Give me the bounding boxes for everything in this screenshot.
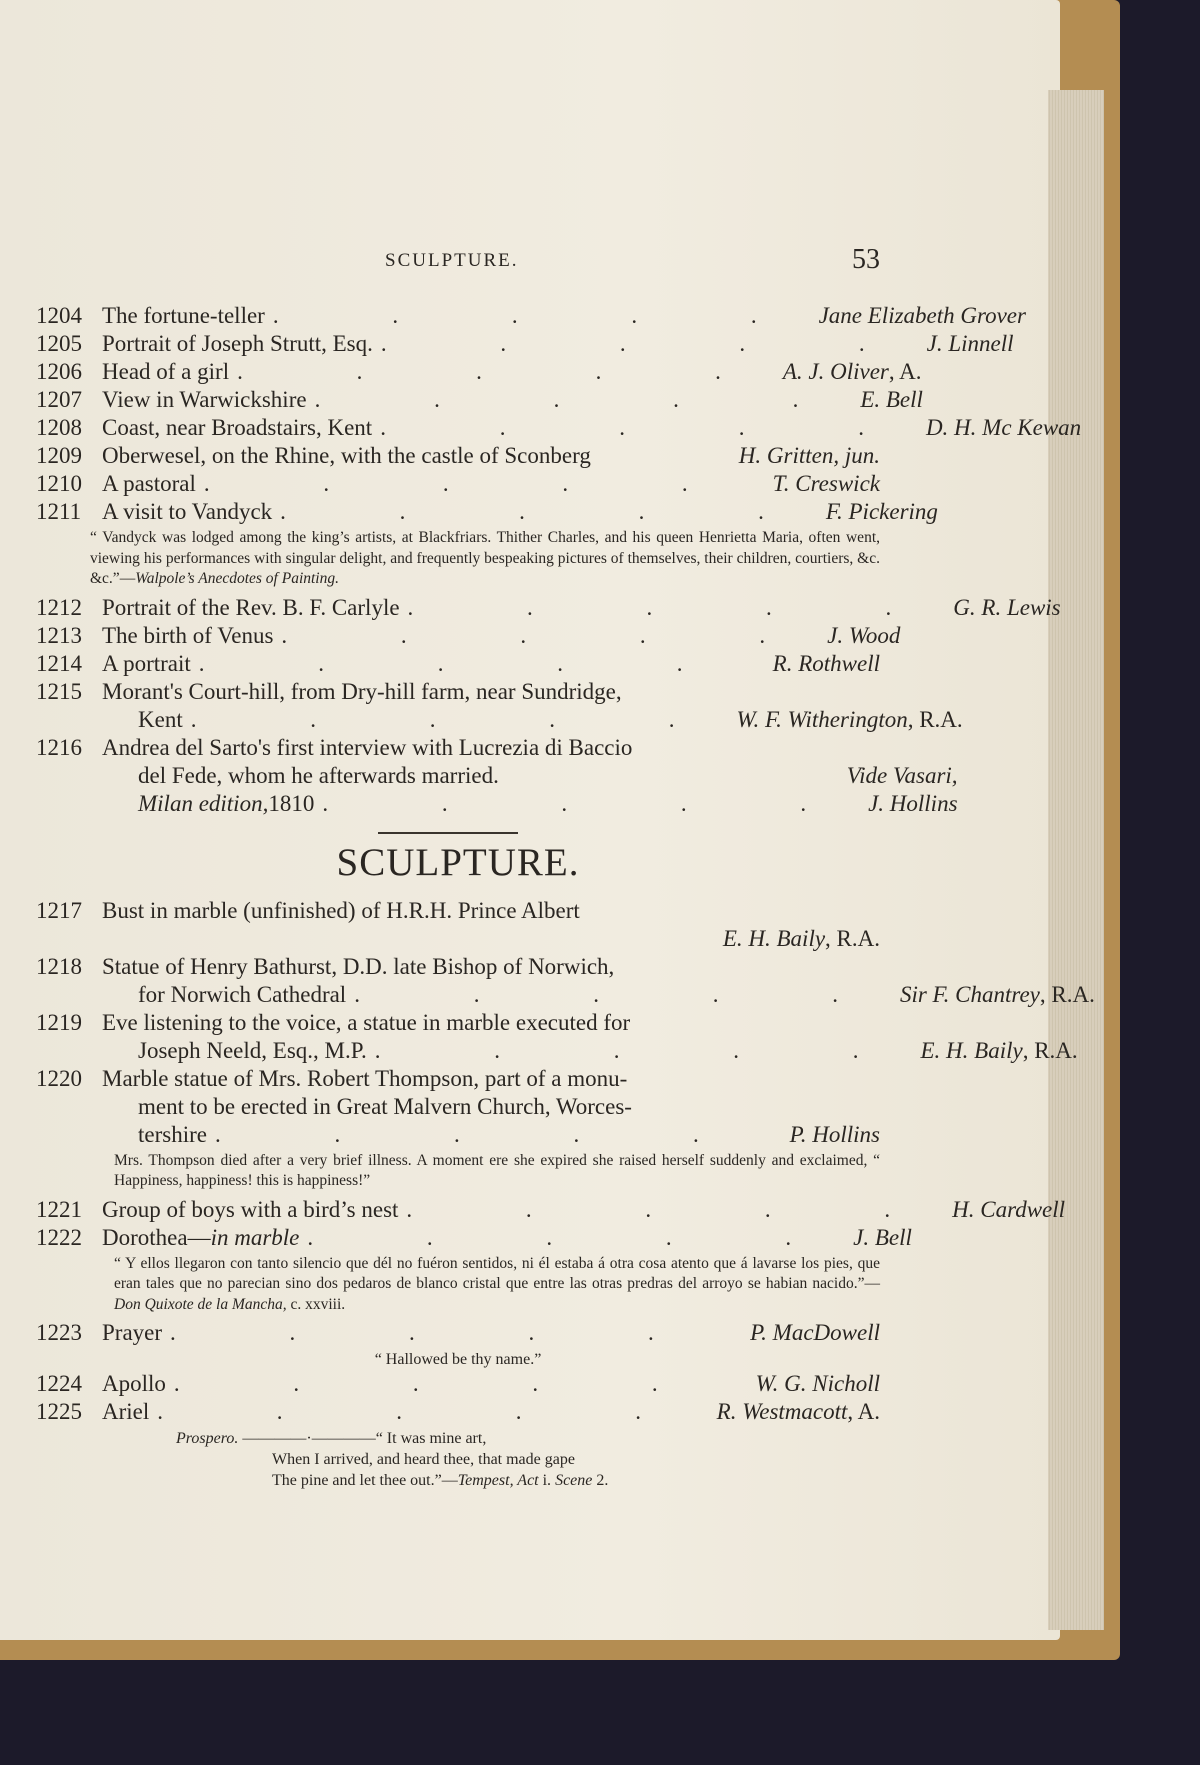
entry-artist: T. Creswick <box>772 471 880 496</box>
entry-title: A visit to Vandyck <box>102 499 273 524</box>
catalogue-entry <box>36 1398 880 1426</box>
entry-artist: J. Bell <box>853 1224 912 1250</box>
entry-title: Dorothea— <box>102 1224 211 1250</box>
leader-dots: . . . . . <box>406 1196 945 1222</box>
catalogue-entry <box>36 594 1061 622</box>
entry-number: 1217 <box>36 897 82 923</box>
note-source: Don Quixote de la Mancha, <box>114 1295 287 1313</box>
entry-artist: W. F. Witherington <box>736 706 908 732</box>
entry-title-cont: ment to be erected in Great Malvern Church, Worces- <box>138 1093 632 1119</box>
quote-speaker: Prospero. <box>176 1430 239 1447</box>
entry-number: 1207 <box>36 387 82 412</box>
catalogue-entry <box>36 302 1026 330</box>
entry-artist: J. Hollins <box>868 790 958 816</box>
artist-suffix: , A. <box>888 359 922 384</box>
catalogue-entry <box>36 1065 880 1149</box>
section-rule <box>378 832 518 834</box>
entry-title: Oberwesel, on the Rhine, with the castle of Sconberg <box>102 443 591 468</box>
leader-dots: . . . . . <box>280 499 818 524</box>
entry-artist: W. G. Nicholl <box>755 1371 880 1396</box>
catalogue-entry <box>36 358 922 386</box>
entry-year: 1810 <box>268 790 315 816</box>
entry-title: Morant's Court-hill, from Dry-hill farm, near Sundridge, <box>102 678 622 704</box>
entry-note: Mrs. Thompson died after a very brief illness. A moment ere she expired she raised herself suddenly and exclaimed, “ Happiness, happiness! this is happiness!” <box>114 1151 880 1189</box>
entry-artist: J. Wood <box>827 622 901 648</box>
catalogue-entry <box>36 650 880 678</box>
catalogue-entry <box>36 622 901 650</box>
entry-title: Portrait of Joseph Strutt, Esq. <box>102 331 373 356</box>
catalogue-entry <box>36 1370 880 1398</box>
entry-artist: A. J. Oliver <box>782 359 889 384</box>
entry-title-cont: del Fede, whom he afterwards married. <box>138 762 499 788</box>
entry-title: Head of a girl <box>102 359 230 384</box>
entry-number: 1209 <box>36 443 82 468</box>
entry-title-cont: tershire <box>138 1121 207 1147</box>
entry-title: Andrea del Sarto's first interview with Lucrezia di Baccio <box>102 734 633 760</box>
leader-dots: . . . . . <box>203 471 742 496</box>
leader-dots: . . . . . <box>214 1121 753 1147</box>
leader-dots: . . . . . <box>281 622 820 648</box>
entry-number: 1204 <box>36 303 82 328</box>
note-source: Walpole’s Anecdotes of Painting. <box>135 570 339 587</box>
entry-title: Marble statue of Mrs. Robert Thompson, part of a monu- <box>102 1065 628 1091</box>
leader-dots: . . . . . <box>407 594 946 620</box>
entry-title: The birth of Venus <box>102 622 274 648</box>
entry-note: “ Y ellos llegaron con tanto silencio que dél no fuéron sentidos, ni él estaba á otra cosa atento que á lavarse los pies, que eran tales que no parecian sino dos pedaros de blanco cristal que entre las otras predras del arroyo se habian nacido.”—Don Quixote de la Mancha, c. xxviii. <box>114 1254 880 1313</box>
entry-number: 1220 <box>36 1065 82 1091</box>
leader-dots: . . . . . <box>170 1320 708 1345</box>
leader-dots: . . . . . <box>380 415 918 440</box>
entry-quote: “ Hallowed be thy name.” <box>374 1351 542 1368</box>
entry-artist: E. Bell <box>860 387 923 412</box>
entry-reference-cont: Milan edition, <box>138 790 269 816</box>
entry-number: 1222 <box>36 1224 82 1250</box>
entry-title: Apollo <box>102 1371 166 1396</box>
entry-title: Prayer <box>102 1320 163 1345</box>
entry-title: View in Warwickshire <box>102 387 307 412</box>
catalogue-entry <box>36 386 923 414</box>
entry-artist: R. Westmacott <box>716 1399 848 1424</box>
entry-number: 1214 <box>36 650 82 676</box>
artist-suffix: , R.A. <box>1022 1037 1078 1063</box>
catalogue-entry <box>36 498 938 526</box>
entry-number: 1206 <box>36 359 82 384</box>
catalogue-entry <box>36 330 1014 358</box>
entry-artist: G. R. Lewis <box>953 594 1061 620</box>
leader-dots: . . . . . <box>198 650 737 676</box>
entry-number: 1219 <box>36 1009 82 1035</box>
entry-title: The fortune-teller <box>102 303 265 328</box>
running-header <box>0 244 880 290</box>
leader-dots: . . . . . <box>314 387 853 412</box>
artist-suffix: , R.A. <box>1039 981 1095 1007</box>
entry-title: Eve listening to the voice, a statue in marble executed for <box>102 1009 631 1035</box>
entry-title: Group of boys with a bird’s nest <box>102 1196 399 1222</box>
entry-title: Ariel <box>102 1399 150 1424</box>
leader-dots: . . . . . <box>237 359 775 384</box>
entry-number: 1208 <box>36 415 82 440</box>
section-heading: SCULPTURE. <box>336 840 580 884</box>
leader-dots: . . . . . <box>190 706 729 732</box>
entry-number: 1210 <box>36 471 82 496</box>
entry-number: 1205 <box>36 331 82 356</box>
entry-artist: H. Cardwell <box>952 1196 1066 1222</box>
catalogue-entry <box>36 1319 880 1347</box>
catalogue-entry <box>36 1009 1078 1065</box>
catalogue-entry <box>36 1224 912 1252</box>
entry-title: Coast, near Broadstairs, Kent <box>102 415 373 440</box>
catalogue-entry <box>36 470 880 498</box>
artist-suffix: , R.A. <box>825 925 880 951</box>
entry-number: 1212 <box>36 594 82 620</box>
artist-suffix: , A. <box>847 1399 880 1424</box>
entry-title: Portrait of the Rev. B. F. Carlyle <box>102 594 400 620</box>
entry-number: 1225 <box>36 1399 82 1424</box>
entry-quote: Prospero. ————·————“ It was mine art, When I arrived, and heard thee, that made gape The pine and let thee out.”—Tempest, Act i. Scene 2. <box>176 1430 609 1489</box>
entry-artist: E. H. Baily <box>920 1037 1023 1063</box>
catalogue-entry <box>36 678 963 734</box>
page-edges <box>1048 90 1104 1630</box>
entry-artist: D. H. Mc Kewan <box>925 415 1082 440</box>
catalogue-entry <box>36 442 880 470</box>
leader-dots: . . . . . <box>157 1399 696 1424</box>
catalogue-entry <box>36 1196 1066 1224</box>
artist-suffix: , R.A. <box>907 706 963 732</box>
leader-dots: . . . . . <box>374 1037 913 1063</box>
entry-number: 1215 <box>36 678 82 704</box>
catalogue-entry <box>36 414 1082 442</box>
entry-title: Bust in marble (unfinished) of H.R.H. Prince Albert <box>102 897 580 923</box>
entry-artist: F. Pickering <box>825 499 938 524</box>
entry-artist: Jane Elizabeth Grover <box>818 303 1026 328</box>
entry-title: A pastoral <box>102 471 196 496</box>
entry-artist: P. MacDowell <box>750 1320 880 1345</box>
entry-note: “ Vandyck was lodged among the king’s artists, at Blackfriars. Thither Charles, and his queen Henrietta Maria, often went, viewing his performances with singular delight, and frequently bespeaking pictures of themselves, their children, courtiers, &c. &c.”—Walpole’s Anecdotes of Painting. <box>90 529 880 587</box>
leader-dots: . . . . . <box>354 981 892 1007</box>
entry-number: 1216 <box>36 734 82 760</box>
entry-artist: E. H. Baily <box>722 925 826 951</box>
catalogue-entry <box>36 897 880 953</box>
entry-number: 1223 <box>36 1320 82 1345</box>
entry-title-cont: for Norwich Cathedral <box>138 981 347 1007</box>
entry-title-cont: Joseph Neeld, Esq., M.P. <box>138 1037 367 1063</box>
entry-title: A portrait <box>102 650 191 676</box>
page-number: 53 <box>852 244 880 275</box>
entry-reference: Vide Vasari, <box>846 762 958 788</box>
entry-title: Statue of Henry Bathurst, D.D. late Bishop of Norwich, <box>102 953 615 979</box>
catalogue-content <box>36 302 1095 1491</box>
entry-title-cont: Kent <box>138 706 183 732</box>
entry-artist: R. Rothwell <box>772 650 880 676</box>
catalogue-entry <box>36 953 1095 1009</box>
entry-number: 1211 <box>36 499 82 524</box>
header-title: SCULPTURE. <box>385 250 519 271</box>
entry-number: 1221 <box>36 1196 82 1222</box>
leader-dots: . . . . . <box>322 790 861 816</box>
catalogue-entry <box>36 734 958 818</box>
leader-dots: . . . . . <box>307 1224 846 1250</box>
entry-artist: J. Linnell <box>926 331 1014 356</box>
entry-artist: Sir F. Chantrey <box>899 981 1040 1007</box>
entry-number: 1224 <box>36 1371 82 1396</box>
leader-dots: . . . . . <box>173 1371 712 1396</box>
entry-number: 1218 <box>36 953 82 979</box>
leader-dots: . . . . . <box>380 331 919 356</box>
entry-artist: H. Gritten, jun. <box>738 443 880 468</box>
leader-dots: . . . . . <box>272 303 811 328</box>
entry-title-medium: in marble <box>210 1224 300 1250</box>
entry-number: 1213 <box>36 622 82 648</box>
entry-artist: P. Hollins <box>789 1121 880 1147</box>
